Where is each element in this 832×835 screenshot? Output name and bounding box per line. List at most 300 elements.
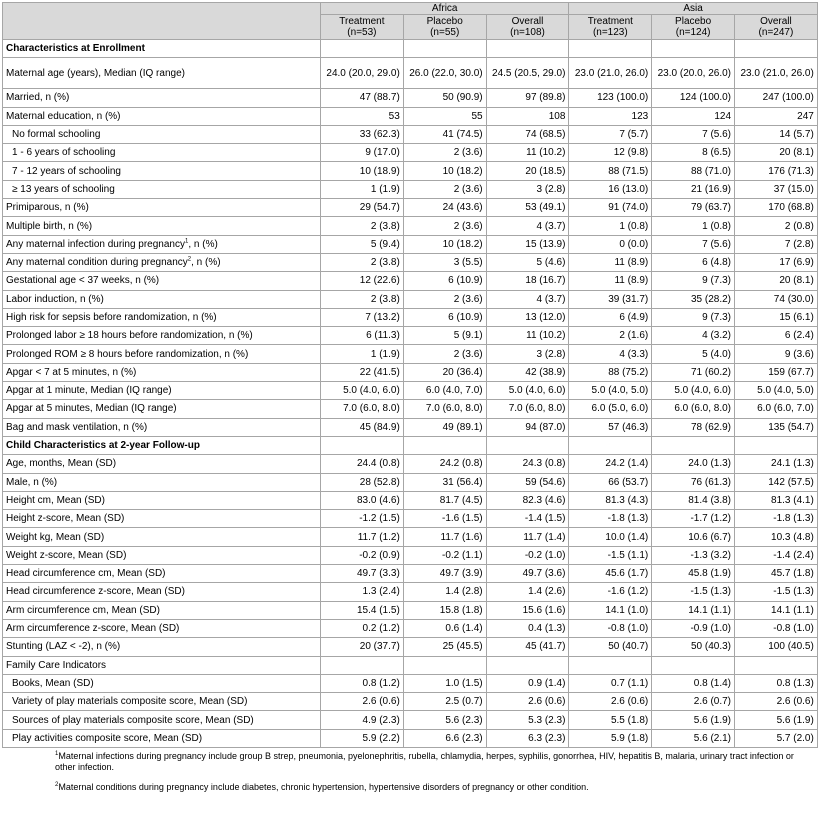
- value-cell: -1.8 (1.3): [735, 510, 818, 528]
- value-cell: 78 (62.9): [652, 418, 735, 436]
- row-label: [3, 272, 321, 290]
- row-label-text: Prolonged ROM ≥ 8 hours before randomization, n (%): [6, 348, 249, 360]
- value-cell: [569, 436, 652, 454]
- value-cell: 1 (0.8): [569, 217, 652, 235]
- value-cell: 37 (15.0): [735, 180, 818, 198]
- value-cell: -1.2 (1.5): [321, 510, 404, 528]
- value-cell: 4 (3.7): [486, 290, 569, 308]
- footnote-2: [2, 782, 817, 793]
- table-row: [3, 711, 818, 729]
- value-cell: 2.6 (0.6): [486, 693, 569, 711]
- value-cell: 49.7 (3.9): [403, 565, 486, 583]
- value-cell: 11 (8.9): [569, 253, 652, 271]
- row-label-text: Weight z-score, Mean (SD): [6, 549, 127, 561]
- row-label-text: Variety of play materials composite score, Mean (SD): [12, 696, 248, 708]
- table-row: [3, 235, 818, 253]
- value-cell: 11.7 (1.2): [321, 528, 404, 546]
- value-cell: 5.0 (4.0, 6.0): [486, 382, 569, 400]
- column-header: [735, 15, 818, 40]
- value-cell: 71 (60.2): [652, 363, 735, 381]
- value-cell: 2 (1.6): [569, 327, 652, 345]
- table-row: [3, 217, 818, 235]
- value-cell: 5.6 (2.1): [652, 729, 735, 747]
- row-label: [3, 729, 321, 747]
- value-cell: 0.9 (1.4): [486, 674, 569, 692]
- row-label: [3, 674, 321, 692]
- row-label: [3, 327, 321, 345]
- table-row: [3, 601, 818, 619]
- row-label-text: Gestational age < 37 weeks, n (%): [6, 275, 160, 287]
- value-cell: [652, 40, 735, 58]
- value-cell: 5.7 (2.0): [735, 729, 818, 747]
- value-cell: 124: [652, 107, 735, 125]
- value-cell: 6.0 (6.0, 8.0): [652, 400, 735, 418]
- value-cell: 123 (100.0): [569, 89, 652, 107]
- row-label-text: Maternal age (years), Median (IQ range): [6, 67, 185, 79]
- value-cell: 6.0 (6.0, 7.0): [735, 400, 818, 418]
- value-cell: 18 (16.7): [486, 272, 569, 290]
- row-label: [3, 199, 321, 217]
- value-cell: 4 (3.7): [486, 217, 569, 235]
- header-corner-cell: [3, 3, 321, 40]
- value-cell: 9 (7.3): [652, 272, 735, 290]
- row-label: [3, 546, 321, 564]
- row-label-text: Play activities composite score, Mean (SD): [12, 732, 203, 744]
- value-cell: 10 (18.9): [321, 162, 404, 180]
- value-cell: 4 (3.2): [652, 327, 735, 345]
- table-row: [3, 180, 818, 198]
- row-label: [3, 583, 321, 601]
- footnote-2-mark: 2: [55, 781, 59, 788]
- value-cell: 1.4 (2.6): [486, 583, 569, 601]
- value-cell: 123: [569, 107, 652, 125]
- value-cell: 2 (3.6): [403, 290, 486, 308]
- value-cell: 10 (18.2): [403, 235, 486, 253]
- row-label: [3, 345, 321, 363]
- column-header: [321, 15, 404, 40]
- column-header: [652, 15, 735, 40]
- value-cell: 12 (9.8): [569, 144, 652, 162]
- value-cell: -1.4 (1.5): [486, 510, 569, 528]
- value-cell: [569, 40, 652, 58]
- value-cell: 7 (13.2): [321, 308, 404, 326]
- value-cell: 1.4 (2.8): [403, 583, 486, 601]
- value-cell: 4.9 (2.3): [321, 711, 404, 729]
- footnote-1-text: Maternal infections during pregnancy include group B strep, pneumonia, pyelonephritis, rubella, chlamydia, herpes, syphilis, gonorrhea, HIV, hepatitis B, malaria, urinary tract infection or other infection.: [55, 750, 794, 772]
- value-cell: 47 (88.7): [321, 89, 404, 107]
- value-cell: -0.8 (1.0): [569, 619, 652, 637]
- value-cell: 97 (89.8): [486, 89, 569, 107]
- table-row: [3, 290, 818, 308]
- row-label: [3, 601, 321, 619]
- column-header-n: (n=247): [758, 27, 794, 38]
- value-cell: 24 (43.6): [403, 199, 486, 217]
- value-cell: 81.3 (4.1): [735, 491, 818, 509]
- table-row: [3, 693, 818, 711]
- table-row: [3, 528, 818, 546]
- value-cell: 1.3 (2.4): [321, 583, 404, 601]
- section-header-row: [3, 436, 818, 454]
- row-label-text: Height z-score, Mean (SD): [6, 513, 125, 525]
- value-cell: [321, 436, 404, 454]
- value-cell: 170 (68.8): [735, 199, 818, 217]
- value-cell: 45.7 (1.8): [735, 565, 818, 583]
- value-cell: 15.4 (1.5): [321, 601, 404, 619]
- row-label-text: Child Characteristics at 2-year Follow-up: [6, 440, 200, 452]
- table-row: [3, 656, 818, 674]
- value-cell: 50 (40.3): [652, 638, 735, 656]
- table-row: [3, 510, 818, 528]
- row-label-text: Family Care Indicators: [6, 659, 107, 671]
- value-cell: 11 (10.2): [486, 327, 569, 345]
- value-cell: 5 (9.4): [321, 235, 404, 253]
- section-header-row: [3, 40, 818, 58]
- row-label-text: Apgar at 1 minute, Median (IQ range): [6, 385, 172, 397]
- value-cell: 33 (62.3): [321, 125, 404, 143]
- table-row: [3, 253, 818, 271]
- value-cell: 83.0 (4.6): [321, 491, 404, 509]
- value-cell: 4 (3.3): [569, 345, 652, 363]
- table-row: [3, 58, 818, 89]
- table-row: [3, 363, 818, 381]
- row-label: [3, 290, 321, 308]
- value-cell: 6 (4.8): [652, 253, 735, 271]
- value-cell: 15 (13.9): [486, 235, 569, 253]
- row-label-text: 1 - 6 years of schooling: [12, 147, 116, 159]
- table-row: [3, 162, 818, 180]
- value-cell: -0.8 (1.0): [735, 619, 818, 637]
- row-label-text: Head circumference z-score, Mean (SD): [6, 586, 185, 598]
- value-cell: 81.4 (3.8): [652, 491, 735, 509]
- value-cell: 2 (3.8): [321, 290, 404, 308]
- row-label-text: 7 - 12 years of schooling: [12, 165, 121, 177]
- value-cell: 2.6 (0.6): [735, 693, 818, 711]
- value-cell: 57 (46.3): [569, 418, 652, 436]
- value-cell: 2.6 (0.6): [321, 693, 404, 711]
- value-cell: 20 (18.5): [486, 162, 569, 180]
- row-label-text: Height cm, Mean (SD): [6, 494, 105, 506]
- value-cell: -1.5 (1.3): [652, 583, 735, 601]
- column-header-n: (n=53): [347, 27, 377, 38]
- value-cell: 79 (63.7): [652, 199, 735, 217]
- value-cell: 24.4 (0.8): [321, 455, 404, 473]
- row-label: [3, 125, 321, 143]
- value-cell: 45.8 (1.9): [652, 565, 735, 583]
- value-cell: -1.5 (1.1): [569, 546, 652, 564]
- value-cell: 29 (54.7): [321, 199, 404, 217]
- row-label: [3, 58, 321, 89]
- value-cell: -1.6 (1.2): [569, 583, 652, 601]
- value-cell: 3 (2.8): [486, 345, 569, 363]
- row-label: [3, 619, 321, 637]
- value-cell: [403, 40, 486, 58]
- value-cell: 5.6 (1.9): [652, 711, 735, 729]
- column-header-name: Overall: [511, 16, 544, 27]
- row-label: [3, 253, 321, 271]
- value-cell: 6.0 (4.0, 7.0): [403, 382, 486, 400]
- value-cell: 2 (3.6): [403, 180, 486, 198]
- row-label-text: Sources of play materials composite score, Mean (SD): [12, 714, 254, 726]
- region-header-asia: Asia: [569, 3, 817, 15]
- row-label-text: Prolonged labor ≥ 18 hours before randomization, n (%): [6, 330, 253, 342]
- row-label: [3, 491, 321, 509]
- table-row: [3, 345, 818, 363]
- value-cell: 7.0 (6.0, 8.0): [321, 400, 404, 418]
- value-cell: 1 (1.9): [321, 345, 404, 363]
- value-cell: 142 (57.5): [735, 473, 818, 491]
- row-label: [3, 162, 321, 180]
- value-cell: 24.0 (1.3): [652, 455, 735, 473]
- value-cell: -1.4 (2.4): [735, 546, 818, 564]
- region-header-row: [3, 3, 818, 15]
- value-cell: [403, 436, 486, 454]
- row-label: [3, 473, 321, 491]
- row-label-suffix: , n (%): [188, 238, 218, 250]
- value-cell: 31 (56.4): [403, 473, 486, 491]
- value-cell: 6.6 (2.3): [403, 729, 486, 747]
- value-cell: [486, 436, 569, 454]
- value-cell: -0.2 (1.0): [486, 546, 569, 564]
- value-cell: 66 (53.7): [569, 473, 652, 491]
- value-cell: 2 (3.6): [403, 345, 486, 363]
- row-label-text: ≥ 13 years of schooling: [12, 183, 115, 195]
- value-cell: 50 (40.7): [569, 638, 652, 656]
- value-cell: 24.5 (20.5, 29.0): [486, 58, 569, 89]
- value-cell: 9 (17.0): [321, 144, 404, 162]
- value-cell: 49 (89.1): [403, 418, 486, 436]
- row-label: [3, 510, 321, 528]
- row-label-text: Apgar < 7 at 5 minutes, n (%): [6, 366, 137, 378]
- value-cell: 2.6 (0.6): [569, 693, 652, 711]
- value-cell: 0.8 (1.2): [321, 674, 404, 692]
- value-cell: 5.3 (2.3): [486, 711, 569, 729]
- value-cell: 21 (16.9): [652, 180, 735, 198]
- value-cell: 53: [321, 107, 404, 125]
- row-label-text: Maternal education, n (%): [6, 110, 121, 122]
- value-cell: 74 (68.5): [486, 125, 569, 143]
- row-label-text: Any maternal condition during pregnancy: [6, 257, 188, 269]
- region-header-africa: Africa: [321, 3, 569, 15]
- value-cell: [735, 40, 818, 58]
- value-cell: 5.0 (4.0, 6.0): [652, 382, 735, 400]
- row-label-text: Primiparous, n (%): [6, 202, 89, 214]
- row-label-text: Labor induction, n (%): [6, 293, 104, 305]
- value-cell: 23.0 (20.0, 26.0): [652, 58, 735, 89]
- value-cell: 7 (5.6): [652, 125, 735, 143]
- table-row: [3, 382, 818, 400]
- row-label: [3, 638, 321, 656]
- value-cell: 6 (11.3): [321, 327, 404, 345]
- value-cell: 135 (54.7): [735, 418, 818, 436]
- value-cell: 5.0 (4.0, 5.0): [569, 382, 652, 400]
- row-label: [3, 180, 321, 198]
- value-cell: 81.7 (4.5): [403, 491, 486, 509]
- row-label: [3, 436, 321, 454]
- value-cell: 24.3 (0.8): [486, 455, 569, 473]
- value-cell: 11 (8.9): [569, 272, 652, 290]
- value-cell: 5 (4.0): [652, 345, 735, 363]
- value-cell: 41 (74.5): [403, 125, 486, 143]
- value-cell: 6 (10.9): [403, 308, 486, 326]
- table-row: [3, 125, 818, 143]
- column-header-name: Placebo: [675, 16, 712, 27]
- value-cell: 0.2 (1.2): [321, 619, 404, 637]
- value-cell: 53 (49.1): [486, 199, 569, 217]
- value-cell: 3 (2.8): [486, 180, 569, 198]
- value-cell: 2 (3.6): [403, 217, 486, 235]
- value-cell: 9 (3.6): [735, 345, 818, 363]
- value-cell: -1.7 (1.2): [652, 510, 735, 528]
- value-cell: 50 (90.9): [403, 89, 486, 107]
- value-cell: 25 (45.5): [403, 638, 486, 656]
- table-row: [3, 199, 818, 217]
- value-cell: 35 (28.2): [652, 290, 735, 308]
- value-cell: 5 (9.1): [403, 327, 486, 345]
- table-row: [3, 491, 818, 509]
- table-body: [3, 40, 818, 748]
- value-cell: 2.6 (0.7): [652, 693, 735, 711]
- row-label-text: Characteristics at Enrollment: [6, 43, 145, 55]
- value-cell: 6.0 (5.0, 6.0): [569, 400, 652, 418]
- value-cell: 24.1 (1.3): [735, 455, 818, 473]
- row-label: [3, 382, 321, 400]
- value-cell: -1.5 (1.3): [735, 583, 818, 601]
- value-cell: 10.6 (6.7): [652, 528, 735, 546]
- footnote-2-text: Maternal conditions during pregnancy include diabetes, chronic hypertension, hypertensive disorders of pregnancy or other condition.: [58, 781, 589, 792]
- value-cell: 20 (8.1): [735, 272, 818, 290]
- table-row: [3, 638, 818, 656]
- value-cell: 10.0 (1.4): [569, 528, 652, 546]
- value-cell: 1 (1.9): [321, 180, 404, 198]
- value-cell: 39 (31.7): [569, 290, 652, 308]
- value-cell: [403, 656, 486, 674]
- footnote-marker: 2: [187, 256, 192, 263]
- value-cell: [321, 656, 404, 674]
- value-cell: 5.9 (1.8): [569, 729, 652, 747]
- value-cell: 15.8 (1.8): [403, 601, 486, 619]
- value-cell: 6 (2.4): [735, 327, 818, 345]
- table-row: [3, 144, 818, 162]
- row-label: [3, 89, 321, 107]
- column-header-n: (n=108): [510, 27, 545, 38]
- value-cell: 88 (75.2): [569, 363, 652, 381]
- column-header-name: Treatment: [587, 16, 633, 27]
- value-cell: 7.0 (6.0, 8.0): [486, 400, 569, 418]
- row-label: [3, 693, 321, 711]
- row-label-text: Any maternal infection during pregnancy: [6, 238, 185, 250]
- value-cell: [486, 656, 569, 674]
- value-cell: 45 (41.7): [486, 638, 569, 656]
- value-cell: 14.1 (1.1): [652, 601, 735, 619]
- value-cell: 7 (2.8): [735, 235, 818, 253]
- value-cell: 42 (38.9): [486, 363, 569, 381]
- row-label-text: Weight kg, Mean (SD): [6, 531, 105, 543]
- value-cell: 5.5 (1.8): [569, 711, 652, 729]
- row-label: [3, 235, 321, 253]
- baseline-characteristics-table: [2, 2, 818, 748]
- value-cell: 2.5 (0.7): [403, 693, 486, 711]
- row-label: [3, 217, 321, 235]
- value-cell: 14 (5.7): [735, 125, 818, 143]
- value-cell: 17 (6.9): [735, 253, 818, 271]
- column-header-n: (n=55): [430, 27, 460, 38]
- footnote-1: [2, 751, 817, 773]
- value-cell: 0.8 (1.4): [652, 674, 735, 692]
- value-cell: 22 (41.5): [321, 363, 404, 381]
- row-label: [3, 656, 321, 674]
- value-cell: 159 (67.7): [735, 363, 818, 381]
- value-cell: 23.0 (21.0, 26.0): [569, 58, 652, 89]
- value-cell: -0.9 (1.0): [652, 619, 735, 637]
- row-label-text: Male, n (%): [6, 476, 58, 488]
- table-row: [3, 619, 818, 637]
- row-label-text: Multiple birth, n (%): [6, 220, 93, 232]
- value-cell: 5.6 (1.9): [735, 711, 818, 729]
- row-label: [3, 144, 321, 162]
- value-cell: 20 (8.1): [735, 144, 818, 162]
- table-row: [3, 729, 818, 747]
- table-row: [3, 308, 818, 326]
- row-label: [3, 418, 321, 436]
- value-cell: -0.2 (0.9): [321, 546, 404, 564]
- row-label: [3, 400, 321, 418]
- column-header-n: (n=124): [675, 27, 711, 38]
- row-label-text: High risk for sepsis before randomization, n (%): [6, 312, 217, 323]
- value-cell: 6 (4.9): [569, 308, 652, 326]
- row-label: [3, 528, 321, 546]
- value-cell: 5.9 (2.2): [321, 729, 404, 747]
- value-cell: 11.7 (1.4): [486, 528, 569, 546]
- row-label: [3, 363, 321, 381]
- value-cell: 10 (18.2): [403, 162, 486, 180]
- value-cell: 1.0 (1.5): [403, 674, 486, 692]
- value-cell: 16 (13.0): [569, 180, 652, 198]
- row-label: [3, 107, 321, 125]
- value-cell: 108: [486, 107, 569, 125]
- value-cell: 0.8 (1.3): [735, 674, 818, 692]
- row-label-text: Head circumference cm, Mean (SD): [6, 568, 166, 580]
- table-row: [3, 473, 818, 491]
- row-label: [3, 711, 321, 729]
- value-cell: 2 (3.6): [403, 144, 486, 162]
- table-row: [3, 583, 818, 601]
- value-cell: -1.3 (3.2): [652, 546, 735, 564]
- value-cell: 15 (6.1): [735, 308, 818, 326]
- value-cell: 0 (0.0): [569, 235, 652, 253]
- column-header-name: Treatment: [339, 16, 385, 27]
- column-header: [403, 15, 486, 40]
- value-cell: 20 (36.4): [403, 363, 486, 381]
- value-cell: 176 (71.3): [735, 162, 818, 180]
- value-cell: 5.0 (4.0, 5.0): [735, 382, 818, 400]
- column-header-n: (n=123): [592, 27, 628, 38]
- value-cell: 49.7 (3.6): [486, 565, 569, 583]
- value-cell: -1.8 (1.3): [569, 510, 652, 528]
- baseline-characteristics-table-container: [2, 2, 817, 793]
- value-cell: 55: [403, 107, 486, 125]
- value-cell: 24.0 (20.0, 29.0): [321, 58, 404, 89]
- value-cell: 49.7 (3.3): [321, 565, 404, 583]
- value-cell: 14.1 (1.1): [735, 601, 818, 619]
- value-cell: 94 (87.0): [486, 418, 569, 436]
- row-label-text: Bag and mask ventilation, n (%): [6, 421, 148, 433]
- value-cell: 74 (30.0): [735, 290, 818, 308]
- table-row: [3, 455, 818, 473]
- value-cell: [652, 656, 735, 674]
- table-row: [3, 89, 818, 107]
- row-label-text: Apgar at 5 minutes, Median (IQ range): [6, 403, 177, 415]
- value-cell: 5.6 (2.3): [403, 711, 486, 729]
